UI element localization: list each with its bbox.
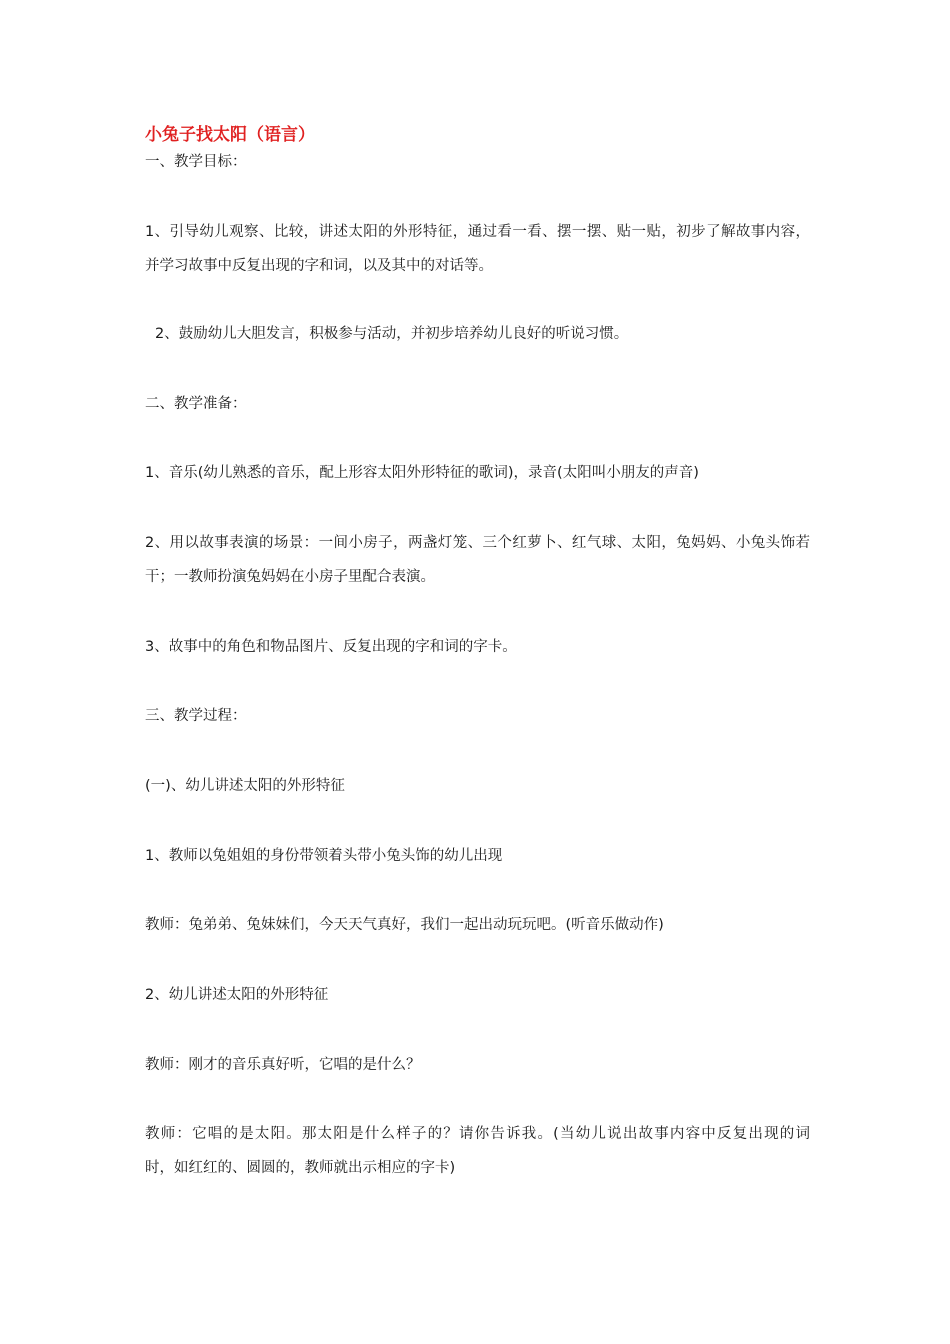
teacher-line-3-part-2: 时，如红红的、圆圆的，教师就出示相应的字卡) — [145, 1160, 456, 1176]
section-heading-preparation: 二、教学准备： — [145, 396, 247, 412]
goal-1-line-2: 并学习故事中反复出现的字和词，以及其中的对话等。 — [145, 258, 493, 274]
teacher-line-1: 教师：兔弟弟、兔妹妹们，今天天气真好，我们一起出动玩玩吧。(听音乐做动作) — [145, 917, 664, 933]
goal-2: 2、鼓励幼儿大胆发言，积极参与活动，并初步培养幼儿良好的听说习惯。 — [155, 326, 629, 342]
section-heading-process: 三、教学过程： — [145, 708, 247, 724]
prep-2-line-1: 2、用以故事表演的场景：一间小房子，两盏灯笼、三个红萝卜、红气球、太阳，兔妈妈、小兔头饰若 — [145, 535, 810, 551]
goal-1-line-1: 1、引导幼儿观察、比较，讲述太阳的外形特征，通过看一看、摆一摆、贴一贴，初步了解故事内容， — [145, 224, 810, 240]
section-heading-goals: 一、教学目标： — [145, 154, 247, 170]
document-title: 小兔子找太阳（语言） — [145, 125, 315, 145]
prep-1: 1、音乐(幼儿熟悉的音乐，配上形容太阳外形特征的歌词)，录音(太阳叫小朋友的声音) — [145, 465, 699, 481]
prep-2-line-2: 干；一教师扮演兔妈妈在小房子里配合表演。 — [145, 569, 435, 585]
process-step-1: 1、教师以兔姐姐的身份带领着头带小兔头饰的幼儿出现 — [145, 848, 503, 864]
prep-3: 3、故事中的角色和物品图片、反复出现的字和词的字卡。 — [145, 639, 517, 655]
process-step-2: 2、幼儿讲述太阳的外形特征 — [145, 987, 329, 1003]
process-part-1-heading: (一)、幼儿讲述太阳的外形特征 — [145, 778, 345, 794]
teacher-line-2: 教师：刚才的音乐真好听，它唱的是什么？ — [145, 1057, 421, 1073]
teacher-line-3-part-1: 教师：它唱的是太阳。那太阳是什么样子的？请你告诉我。(当幼儿说出故事内容中反复出现的词 — [145, 1126, 810, 1142]
